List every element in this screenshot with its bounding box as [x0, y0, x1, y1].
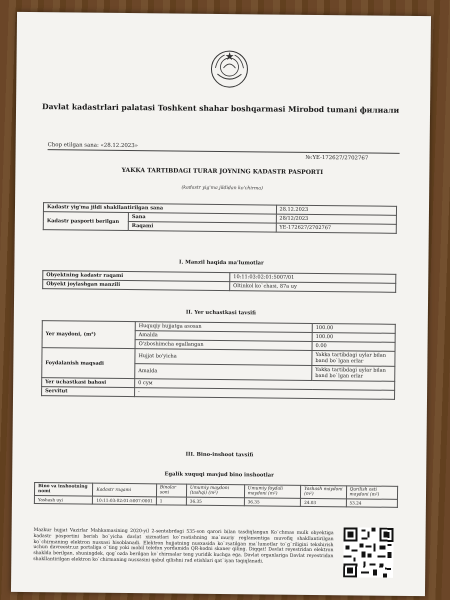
area-row-label: Huquqiy hujjatga asosan: [135, 322, 312, 333]
land-plot-table: [41, 320, 396, 400]
compiled-value: 28.12.2023: [276, 205, 397, 215]
document-number: №:YE-172627/2702767: [305, 154, 369, 162]
date-value: 28/12/2023: [276, 214, 397, 224]
document-page: [11, 12, 431, 596]
table-cell: 24.03: [301, 498, 346, 506]
passport-info-table: [43, 202, 397, 234]
section-2-title: II. Yer uchastkasi tavsifi: [185, 309, 256, 317]
servitut-value: -: [135, 388, 395, 400]
servitut-label: Servitut: [42, 387, 135, 397]
area-row-value: 100.00: [312, 323, 395, 333]
address-label: Obyekt joylashgan manzili: [43, 280, 230, 291]
table-cell: 36.35: [186, 497, 244, 506]
number-label: Raqami: [128, 222, 276, 233]
purpose-row-value: Yakka tartibdagi uylar bilan band bo`lgan erlar: [312, 350, 395, 366]
table-cell: 1: [156, 497, 186, 505]
table-header: Binolar soni: [156, 484, 186, 497]
legal-notice: Mazkur hujjat Vazirlar Mahkamasining 2020-yil 2-sentabrdagi 535-son qarori bilan tasdiqlangan Ko`chmas mulk obyektiga kadastr pasportini berish bo`yicha davlat xizmatlari ko`rsatishning ma`muriy reglamentiga muvofiq shakllantirilgan ko`chirmaning elektron nusxasi hisoblanadi. Elektron hujjatning nusxasida ko`rsatilgan ma`lumotlar to`g`riligini tekshirish uchun davreestr.uz portaliga o`ting yoki mobil telefon yordamida QR-kodni skaner qiling. Diqqat! Davlat reyestridan elektron shaklda berilgan, shuningdek, qog`ozda berilgan ko`chirmalar teng yuridik kuchga ega. Davlat organlariga Davlat reyestridan shakllantirilgan elektron ko`chirmaning nusxasini qabul qilishni rad etishlari qat`iyan taqiqlanadi.: [33, 528, 334, 565]
section-3-title: III. Bino-inshoot tavsifi: [185, 451, 254, 459]
area-row-label: Amalda: [135, 331, 312, 342]
purpose-row-label: Amalda: [135, 364, 312, 381]
passport-label: Kadastr pasporti berilgan: [43, 212, 128, 231]
table-cell: 36.35: [244, 498, 301, 507]
table-cell: 53.24: [346, 499, 398, 508]
compiled-label: Kadastr yig'ma jildi shakllantirilgan sana: [43, 203, 276, 214]
area-row-value: 100.00: [312, 332, 395, 342]
document-heading: YAKKA TARTIBDAGI TURAR JOYNING KADASTR PASPORTI: [121, 166, 324, 177]
cadastral-number-value: 10:11:03:02:01:5007/01: [230, 273, 396, 284]
section-1-title: I. Manzil haqida ma'lumotlar: [179, 259, 264, 267]
table-header: Kadastr raqami: [93, 483, 157, 497]
qr-code-icon: [343, 527, 394, 578]
state-emblem-icon: [208, 48, 250, 90]
purpose-row-label: Hujjat bo'yicha: [135, 349, 312, 366]
area-label: Yer maydoni, (m²): [42, 321, 135, 349]
divider: [48, 149, 400, 154]
purpose-label: Foydalanish maqsadi: [42, 348, 135, 379]
land-price-value: 0 сум: [135, 379, 395, 391]
address-table: [42, 270, 396, 293]
land-price-label: Yer uchastkasi bahosi: [42, 378, 135, 388]
issued-date: Chop etilgan sana: «28.12.2023»: [47, 142, 139, 150]
address-value: Oltinkol ko`chasi, 87a uy: [230, 282, 396, 293]
buildings-table: [34, 482, 398, 508]
document-title: Davlat kadastrlari palatasi Toshkent shahar boshqarmasi Mirobod tumani филиали: [42, 102, 400, 115]
number-value: YE-172627/2702767: [276, 223, 397, 233]
date-label: Sana: [128, 213, 276, 224]
table-header: Bino va inshootning nomi: [34, 483, 93, 497]
table-cell: 10:11:03:02:01:5007:0001: [93, 496, 157, 505]
area-row-value: 0.00: [312, 341, 395, 351]
table-header: Yashash maydoni (m²): [301, 485, 347, 498]
area-row-label: O'zboshimcha egallangan: [135, 340, 312, 351]
table-header: Umumiy maydoni (tashqi) (m²): [186, 484, 244, 498]
purpose-row-value: Yakka tartibdagi uylar bilan band bo`lgan erlar: [312, 365, 395, 381]
buildings-table-title: Egalik xuquqi mavjud bino inshootlar: [164, 471, 274, 479]
document-subheading: (kadastr yig'ma jildidan ko'chirma): [181, 185, 263, 192]
table-cell: Yashash uyi: [34, 496, 93, 505]
cadastral-number-label: Obyektning kadastr raqami: [43, 271, 230, 282]
table-header: Umumiy foydali maydoni (m²): [244, 485, 301, 499]
table-header: Qurilish osti maydoni (m²): [346, 486, 398, 500]
